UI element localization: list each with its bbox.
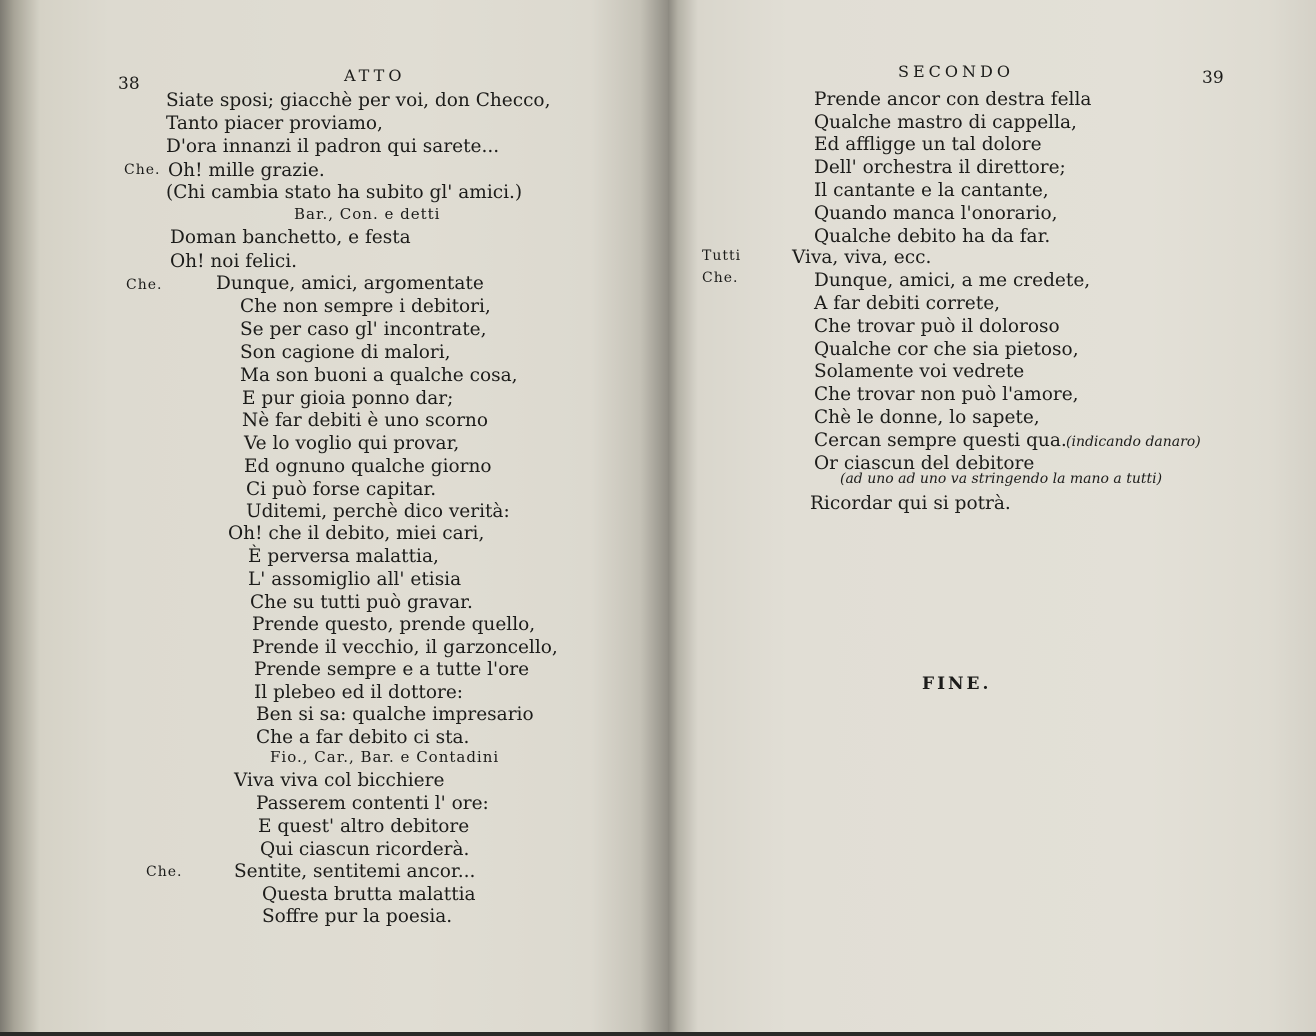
left-verse-line: Oh! mille grazie. xyxy=(168,160,325,181)
left-verse-line: Viva viva col bicchiere xyxy=(234,770,445,791)
right-verse-line: Qualche mastro di cappella, xyxy=(814,112,1077,133)
left-verse-line: Doman banchetto, e festa xyxy=(170,227,411,248)
running-header-left: ATTO xyxy=(344,66,406,85)
left-verse-line: Soffre pur la poesia. xyxy=(262,906,453,927)
left-verse-line: È perversa malattia, xyxy=(248,546,439,567)
right-verse-line: Quando manca l'onorario, xyxy=(814,203,1058,224)
right-page xyxy=(668,0,1316,1036)
left-verse-line: Sentite, sentitemi ancor... xyxy=(234,861,476,882)
left-speaker-tag: Che. xyxy=(126,277,163,293)
right-verse-line: Prende ancor con destra fella xyxy=(814,89,1092,110)
right-stage-direction: (ad uno ad uno va stringendo la mano a tutti) xyxy=(840,471,1163,487)
left-verse-line: (Chi cambia stato ha subito gl' amici.) xyxy=(166,182,523,203)
running-header-right: SECONDO xyxy=(898,62,1014,81)
page-number-right: 39 xyxy=(1202,68,1224,88)
right-verse-line: Qualche debito ha da far. xyxy=(814,226,1051,247)
left-verse-line: Siate sposi; giacchè per voi, don Checco, xyxy=(166,90,551,111)
left-verse-line: Ci può forse capitar. xyxy=(246,479,437,500)
left-verse-line: Ben si sa: qualche impresario xyxy=(256,704,534,725)
left-verse-line: Prende il vecchio, il garzoncello, xyxy=(252,637,558,658)
left-verse-line: D'ora innanzi il padron qui sarete... xyxy=(166,136,500,157)
right-verse-line: Il cantante e la cantante, xyxy=(814,180,1049,201)
left-verse-line: E pur gioia ponno dar; xyxy=(242,388,454,409)
left-verse-line: Se per caso gl' incontrate, xyxy=(240,319,487,340)
left-stage-direction: Bar., Con. e detti xyxy=(294,205,441,223)
right-verse-line: Viva, viva, ecc. xyxy=(792,247,932,268)
left-verse-line: Questa brutta malattia xyxy=(262,884,476,905)
right-speaker-tag: Tutti xyxy=(702,248,742,264)
end-mark: FINE. xyxy=(922,674,992,694)
left-verse-line: Ed ognuno qualche giorno xyxy=(244,456,492,477)
right-verse-line: Che trovar può il doloroso xyxy=(814,316,1060,337)
left-verse-line: Nè far debiti è uno scorno xyxy=(242,410,488,431)
right-verse-line: Ed affligge un tal dolore xyxy=(814,134,1042,155)
right-verse-line: Solamente voi vedrete xyxy=(814,361,1025,382)
right-verse-line: A far debiti correte, xyxy=(814,293,1001,314)
left-verse-line: Oh! che il debito, miei cari, xyxy=(228,523,485,544)
left-verse-line: Che a far debito ci sta. xyxy=(256,727,470,748)
left-verse-line: Ve lo voglio qui provar, xyxy=(244,433,460,454)
left-speaker-tag: Che. xyxy=(124,162,161,178)
left-verse-line: Che non sempre i debitori, xyxy=(240,296,491,317)
page-number-left: 38 xyxy=(118,74,140,94)
left-verse-line: L' assomiglio all' etisia xyxy=(248,569,462,590)
left-verse-line: E quest' altro debitore xyxy=(258,816,470,837)
left-verse-line: Uditemi, perchè dico verità: xyxy=(246,501,510,522)
right-speaker-tag: Che. xyxy=(702,270,739,286)
left-verse-line: Il plebeo ed il dottore: xyxy=(254,682,464,703)
left-verse-line: Son cagione di malori, xyxy=(240,342,451,363)
left-stage-direction: Fio., Car., Bar. e Contadini xyxy=(270,748,500,766)
left-verse-line: Che su tutti può gravar. xyxy=(250,592,473,613)
right-inline-direction: (indicando danaro) xyxy=(1066,434,1201,450)
left-verse-line: Prende questo, prende quello, xyxy=(252,614,536,635)
left-speaker-tag: Che. xyxy=(146,864,183,880)
right-verse-line: Dell' orchestra il direttore; xyxy=(814,157,1066,178)
left-verse-line: Dunque, amici, argomentate xyxy=(216,273,484,294)
left-verse-line: Oh! noi felici. xyxy=(170,251,298,272)
bottom-edge xyxy=(0,1032,1316,1036)
left-verse-line: Prende sempre e a tutte l'ore xyxy=(254,659,530,680)
right-verse-line: Or ciascun del debitore xyxy=(814,453,1035,474)
left-verse-line: Passerem contenti l' ore: xyxy=(256,793,489,814)
left-verse-line: Qui ciascun ricorderà. xyxy=(260,839,470,860)
right-verse-line: Qualche cor che sia pietoso, xyxy=(814,339,1079,360)
right-verse-line: Cercan sempre questi qua. xyxy=(814,430,1067,451)
right-verse-line: Dunque, amici, a me credete, xyxy=(814,270,1091,291)
right-verse-line: Che trovar non può l'amore, xyxy=(814,384,1079,405)
left-verse-line: Ma son buoni a qualche cosa, xyxy=(240,365,518,386)
right-verse-line: Chè le donne, lo sapete, xyxy=(814,407,1040,428)
left-verse-line: Tanto piacer proviamo, xyxy=(166,113,383,134)
right-verse-line: Ricordar qui si potrà. xyxy=(810,493,1011,514)
